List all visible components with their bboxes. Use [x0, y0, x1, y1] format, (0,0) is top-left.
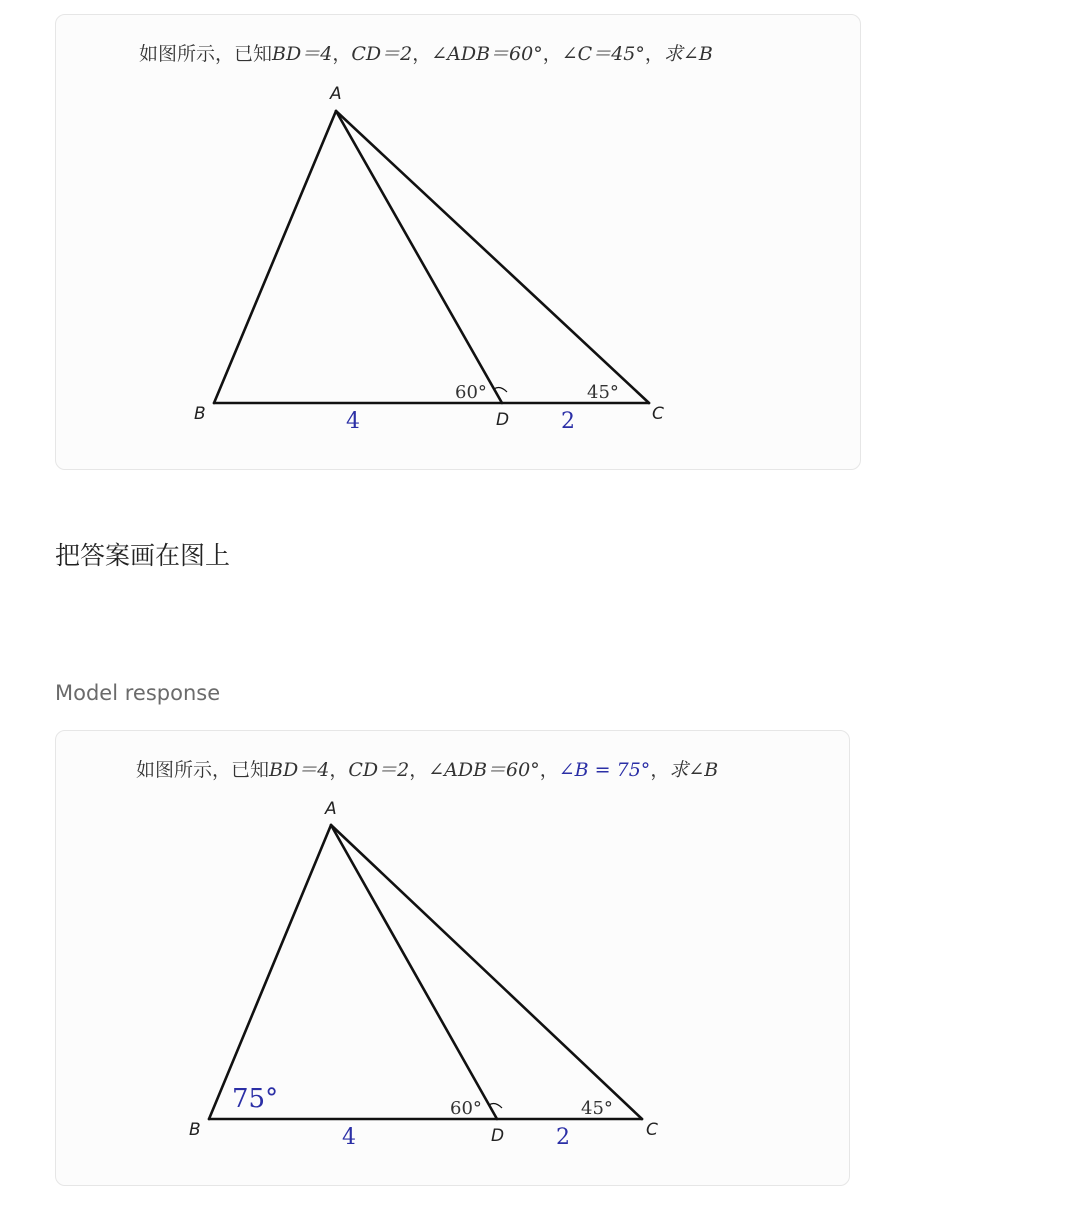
question-ask: 求∠B: [669, 759, 719, 781]
separator: ，: [542, 43, 562, 65]
user-prompt: 把答案画在图上: [55, 541, 231, 570]
point-label-b: B: [189, 1120, 201, 1140]
separator: ，: [409, 759, 429, 781]
separator: ，: [332, 43, 352, 65]
point-label-c: C: [646, 1120, 658, 1140]
length-label-dc: 2: [561, 409, 575, 434]
segment-ad: [336, 111, 502, 403]
point-label-c: C: [652, 404, 664, 424]
length-label-bd: 4: [346, 409, 360, 434]
triangle-diagram: [56, 15, 862, 471]
point-label-b: B: [194, 404, 206, 424]
point-label-d: D: [496, 410, 510, 430]
segment-ab: [209, 825, 331, 1119]
answer-angle-label-b: 75°: [232, 1084, 279, 1114]
answer-triangle-diagram: [56, 731, 851, 1187]
given-angle-adb: ∠ADB＝60°: [428, 759, 540, 781]
separator: ，: [412, 43, 432, 65]
separator: ，: [539, 759, 559, 781]
segment-ac: [336, 111, 649, 403]
given-cd: CD＝2: [351, 43, 413, 65]
segment-ad: [331, 825, 497, 1119]
answer-angle-b: ∠B = 75°: [558, 759, 651, 781]
given-bd: BD＝4: [269, 759, 330, 781]
given-bd: BD＝4: [272, 43, 333, 65]
segment-ab: [214, 111, 336, 403]
point-label-a: A: [325, 799, 337, 819]
separator: ，: [650, 759, 670, 781]
angle-label-c: 45°: [581, 1098, 613, 1119]
problem-prefix: 如图所示，已知: [139, 43, 273, 65]
angle-label-adb: 60°: [455, 382, 487, 403]
length-label-dc: 2: [556, 1125, 570, 1150]
model-response-label: Model response: [55, 681, 221, 705]
given-angle-adb: ∠ADB＝60°: [431, 43, 543, 65]
length-label-bd: 4: [342, 1125, 356, 1150]
question-ask: 求∠B: [663, 43, 713, 65]
given-cd: CD＝2: [348, 759, 410, 781]
angle-label-c: 45°: [587, 382, 619, 403]
angle-label-adb: 60°: [450, 1098, 482, 1119]
separator: ，: [644, 43, 664, 65]
point-label-a: A: [330, 84, 342, 104]
question-figure-card: [55, 14, 861, 470]
separator: ，: [329, 759, 349, 781]
segment-ac: [331, 825, 642, 1119]
problem-prefix: 如图所示，已知: [136, 759, 270, 781]
response-figure-card: [55, 730, 850, 1186]
given-angle-c: ∠C＝45°: [561, 43, 645, 65]
point-label-d: D: [491, 1126, 505, 1146]
